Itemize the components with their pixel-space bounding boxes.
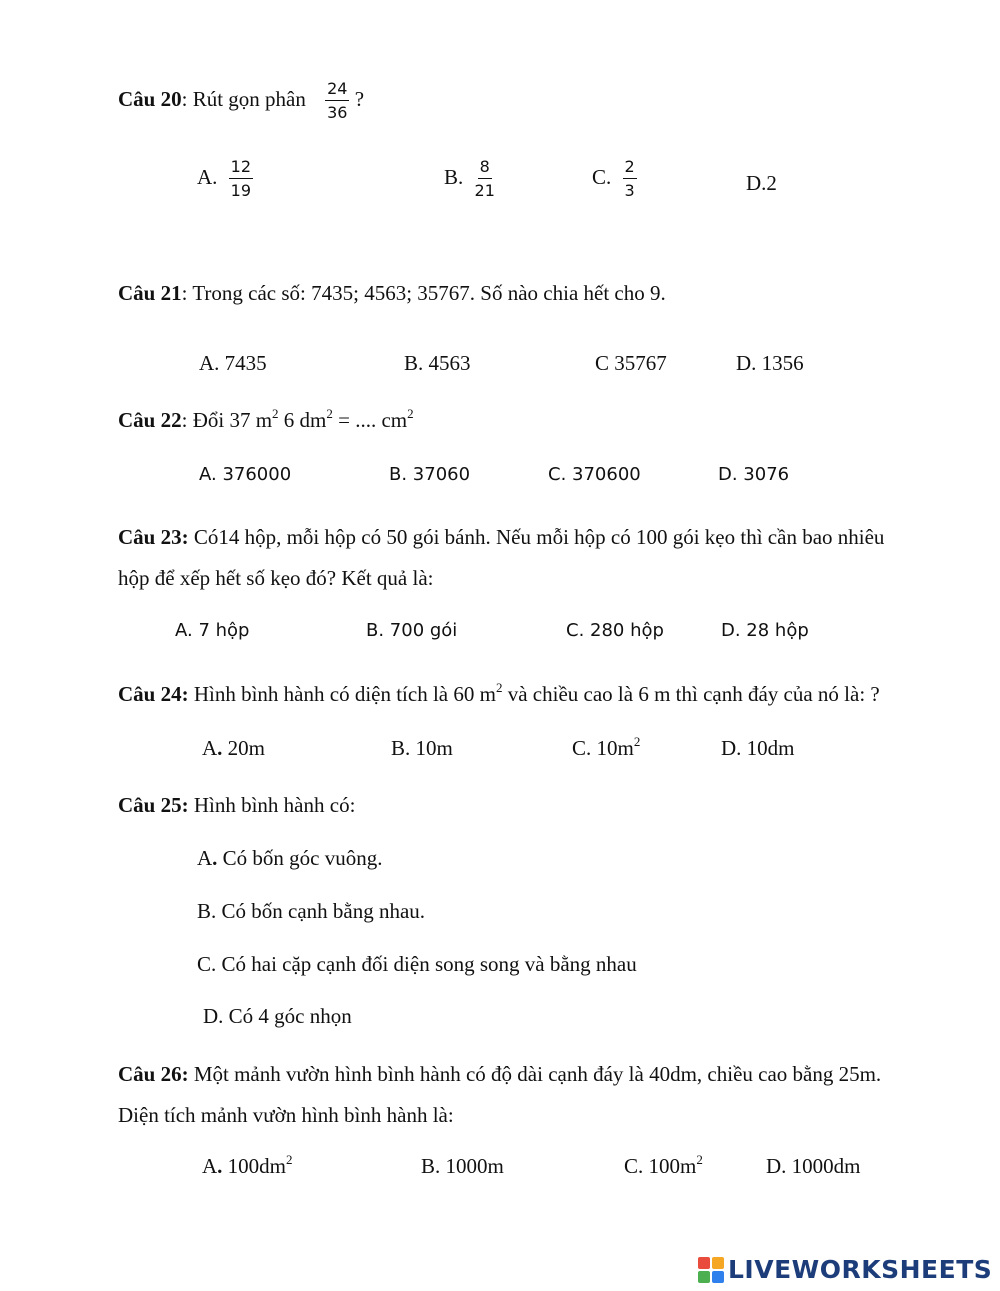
question-21-label: Câu 21 (118, 281, 182, 305)
question-21 (118, 283, 666, 304)
q25-option-a[interactable]: A. Có bốn góc vuông. (197, 846, 383, 870)
question-25 (118, 795, 355, 816)
q26-option-d[interactable]: D. 1000dm (766, 1154, 861, 1178)
q23-option-d[interactable]: D. 28 hộp (721, 620, 809, 641)
liveworksheets-logo (698, 1255, 992, 1284)
q24-option-c[interactable]: C. $10m^2$ (572, 734, 641, 760)
question-24: Câu 24: Hình bình hành có diện tích là 60 $m^2$ và chiều cao là 6 m thì cạnh đáy của nó là: ? (118, 680, 880, 706)
q21-option-c[interactable]: C 35767 (595, 351, 667, 375)
q20-option-d[interactable]: D.2 (746, 171, 777, 195)
logo-text: LIVEWORKSHEETS (728, 1255, 993, 1284)
q21-option-b[interactable]: B. 4563 (404, 351, 471, 375)
question-26-line2: Diện tích mảnh vườn hình bình hành là: (118, 1103, 454, 1127)
q22-option-d[interactable]: D. 3076 (718, 464, 790, 485)
q20-option-b[interactable]: B. $\frac{8}{21}$ (444, 157, 495, 201)
q22-option-a[interactable]: A. 376000 (199, 464, 292, 485)
q26-option-b[interactable]: B. 1000m (421, 1154, 504, 1178)
q20-option-a-fraction: $\frac{12}{19}$ (230, 157, 252, 201)
question-23-line1: Có14 hộp, mỗi hộp có 50 gói bánh. Nếu mỗi hộp có 100 gói kẹo thì cần bao nhiêu (188, 525, 885, 549)
q22-option-b[interactable]: B. 37060 (389, 464, 471, 485)
q23-option-b[interactable]: B. 700 gói (366, 620, 458, 641)
question-26-line1: Một mảnh vườn hình bình hành có độ dài cạnh đáy là 40dm, chiều cao bằng 25m. (188, 1062, 882, 1086)
question-20-text: : Rút gọn phân (181, 87, 306, 112)
q20-option-b-fraction: $\frac{8}{21}$ (474, 157, 495, 201)
q21-option-d[interactable]: D. 1356 (736, 351, 804, 375)
question-23-label: Câu 23: (118, 525, 189, 549)
q25-option-b[interactable]: B. Có bốn cạnh bằng nhau. (197, 899, 426, 923)
q23-option-a[interactable]: A. 7 hộp (175, 620, 250, 641)
question-22: Câu 22: Đổi 37 $m^2$ 6 $dm^2$ = .... $cm^2$ (118, 406, 414, 432)
q21-option-a[interactable]: A. 7435 (199, 351, 267, 375)
question-25-text: Hình bình hành có: (188, 793, 356, 817)
question-24-label: Câu 24: (118, 682, 189, 706)
q22-option-c[interactable]: C. 370600 (548, 464, 641, 485)
q24-option-a[interactable]: A. 20m (202, 736, 266, 760)
question-20 (118, 80, 364, 123)
question-25-label: Câu 25: (118, 793, 189, 817)
question-23-line2: hộp để xếp hết số kẹo đó? Kết quả là: (118, 566, 434, 590)
q26-option-a[interactable]: A. $100dm^2$ (202, 1152, 293, 1178)
logo-blocks-icon (698, 1257, 724, 1283)
q25-option-c[interactable]: C. Có hai cặp cạnh đối diện song song và bằng nhau (197, 952, 637, 976)
q24-option-b[interactable]: B. 10m (391, 736, 453, 760)
q25-option-d[interactable]: D. Có 4 góc nhọn (203, 1004, 352, 1028)
question-22-label: Câu 22 (118, 408, 182, 432)
question-20-tail: ? (354, 87, 365, 112)
question-26-label: Câu 26: (118, 1062, 189, 1086)
q24-option-d[interactable]: D. 10dm (721, 736, 795, 760)
q23-option-c[interactable]: C. 280 hộp (566, 620, 664, 641)
question-20-fraction: $\frac{24}{36}$ (327, 79, 348, 123)
q20-option-c[interactable]: C. $\frac{2}{3}$ (592, 157, 635, 201)
question-20-label: Câu 20 (118, 87, 182, 112)
question-26 (118, 1064, 881, 1085)
question-23 (118, 527, 884, 548)
q20-option-c-fraction: $\frac{2}{3}$ (624, 157, 635, 201)
question-21-text: : Trong các số: 7435; 4563; 35767. Số nào chia hết cho 9. (181, 281, 666, 305)
q20-option-a[interactable]: A. $\frac{12}{19}$ (197, 157, 252, 201)
q26-option-c[interactable]: C. $100m^2$ (624, 1152, 703, 1178)
